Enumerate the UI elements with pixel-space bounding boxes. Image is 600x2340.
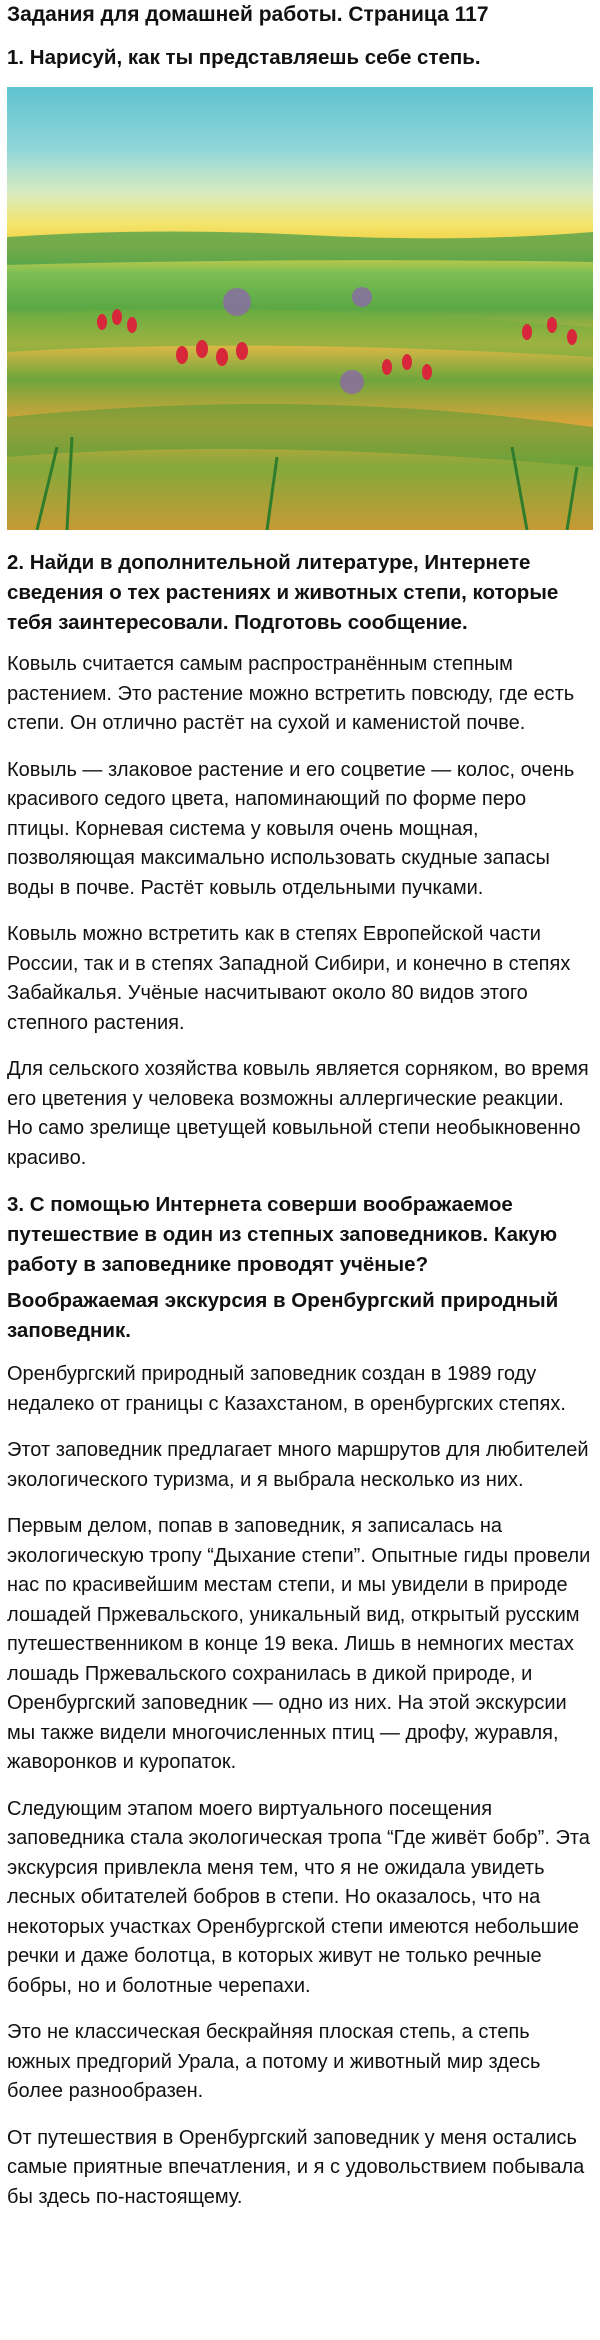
task2-paragraph: Ковыль — злаковое растение и его соцветие — колос, очень красивого седого цвета, напоминающий по форме перо птицы. Корневая система у ковыля очень мощная, позволяющая максимально использовать скудные запасы воды в почве. Растёт ковыль отдельными пучками. xyxy=(7,758,575,899)
task3-subheading: Воображаемая экскурсия в Оренбургский природный заповедник. xyxy=(7,1289,559,1342)
task3-paragraph: От путешествия в Оренбургский заповедник у меня остались самые приятные впечатления, и я с удовольствием побывала бы здесь по-настоящему. xyxy=(7,2126,585,2208)
task3-paragraph: Этот заповедник предлагает много маршрутов для любителей экологического туризма, и я выбрала несколько из них. xyxy=(7,1439,589,1491)
page-title: Задания для домашней работы. Страница 117 xyxy=(7,3,489,26)
task2-paragraph: Ковыль считается самым распространённым степным растением. Это растение можно встретить повсюду, где есть степи. Он отлично растёт на сухой и каменистой почве. xyxy=(7,653,575,734)
task3-paragraph: Первым делом, попав в заповедник, я записалась на экологическую тропу “Дыхание степи”. Опытные гиды провели нас по красивейшим местам степи, и мы увидели в природе лошадей Пржевальского, уникальный вид, открытый русским путешественником в конце 19 века. Лишь в немногих местах лошадь Пржевальского сохранилась в дикой природе, и Оренбургский заповедник — одно из них. На этой экскурсии мы также видели многочисленных птиц — дрофу, журавля, жаворонков и куропаток. xyxy=(7,1515,591,1773)
task3-heading: 3. С помощью Интернета соверши воображаемое путешествие в один из степных заповедников. Какую работу в заповеднике проводят учёные? xyxy=(7,1193,558,1276)
task1-heading: 1. Нарисуй, как ты представляешь себе степь. xyxy=(7,46,481,69)
task2-paragraph: Ковыль можно встретить как в степях Европейской части России, так и в степях Западной Сибири, и конечно в степях Забайкалья. Учёные насчитывают около 80 видов этого степного растения. xyxy=(7,923,571,1034)
task3-paragraph: Это не классическая бескрайняя плоская степь, а степь южных предгорий Урала, а потому и животный мир здесь более разнообразен. xyxy=(7,2021,541,2102)
task3-paragraph: Оренбургский природный заповедник создан в 1989 году недалеко от границы с Казахстаном, в оренбургских степях. xyxy=(7,1363,566,1415)
task3-paragraph: Следующим этапом моего виртуального посещения заповедника стала экологическая тропа “Где живёт бобр”. Эта экскурсия привлекла меня тем, что я не ожидала увидеть лесных обитателей бобров в степи. Но оказалось, что на некоторых участках Оренбургской степи имеются небольшие речки и даже болотца, в которых живут не только речные бобры, но и болотные черепахи. xyxy=(7,1797,590,1997)
task2-heading: 2. Найди в дополнительной литературе, Интернете сведения о тех растениях и животных степи, которые тебя заинтересовали. Подготовь сообщение. xyxy=(7,551,559,634)
steppe-drawing xyxy=(7,87,593,530)
task2-paragraph: Для сельского хозяйства ковыль является сорняком, во время его цветения у человека возможны аллергические реакции. Но само зрелище цветущей ковыльной степи необыкновенно красиво. xyxy=(7,1058,589,1169)
